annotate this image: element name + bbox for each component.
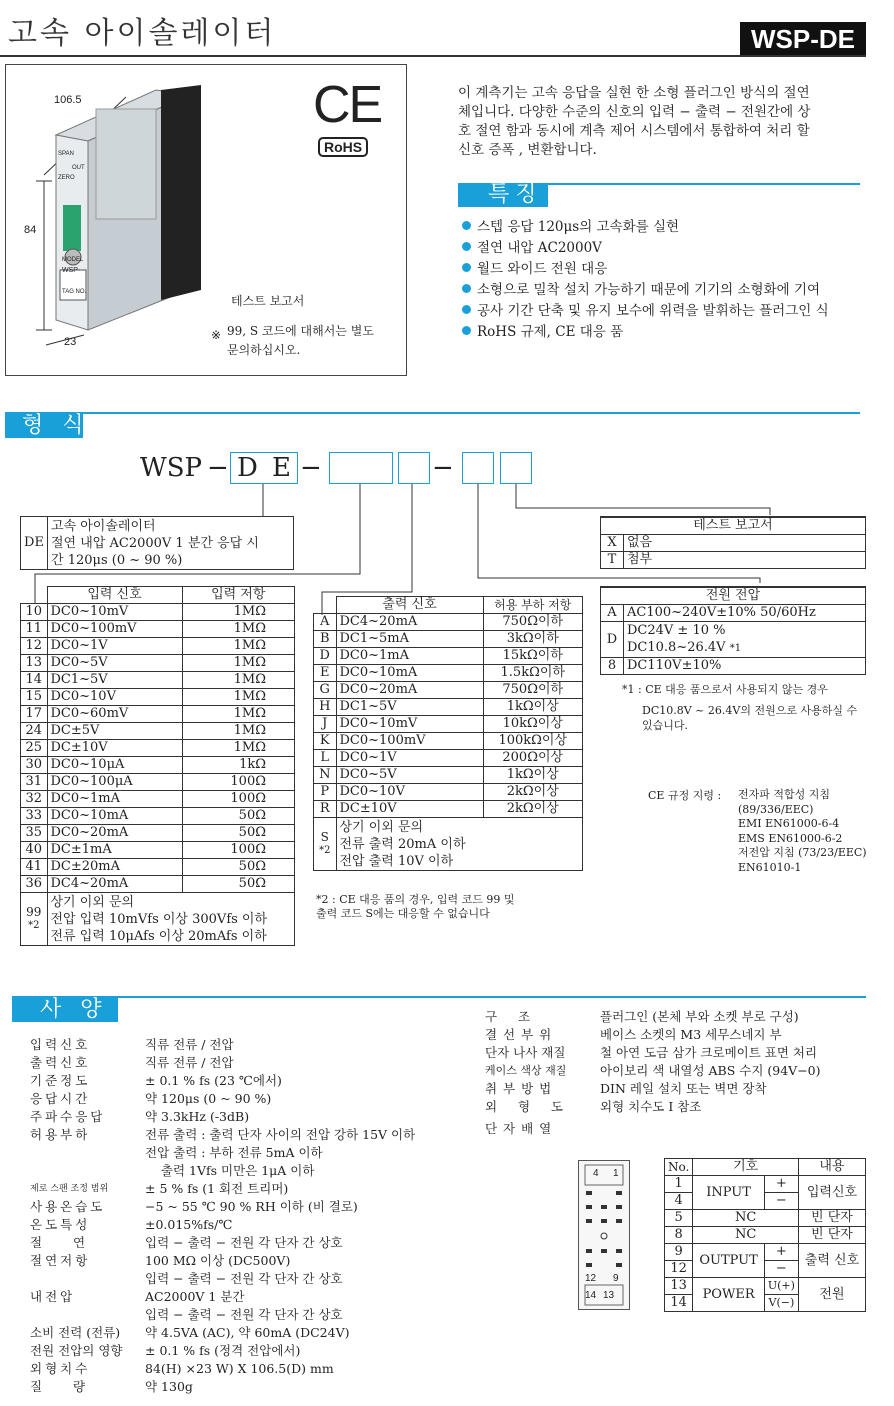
device-label-wsp: WSP- — [62, 267, 81, 274]
socket-pin: 9 — [613, 1273, 619, 1284]
table-row: 12 − — [665, 1261, 866, 1278]
table-row: P DC0~10V 2kΩ이상 — [314, 784, 583, 801]
socket-pin: 13 — [603, 1290, 615, 1301]
table-row: R DC±10V 2kΩ이상 — [314, 801, 583, 818]
model-prefix: WSP — [140, 453, 203, 483]
socket-pin: 14 — [585, 1290, 597, 1301]
table-row: X 없음 — [601, 535, 866, 552]
intro-line: 체입니다. 다양한 수준의 신호의 입력 − 출력 − 전원간에 상 — [458, 104, 811, 120]
model-line — [5, 412, 860, 414]
bullet-icon — [462, 263, 471, 272]
table-row: 24 DC±5V 1MΩ — [21, 723, 295, 740]
feature-item: 소형으로 밀착 설치 가능하기 때문에 기기의 소형화에 기여 — [462, 280, 829, 301]
input-header-resistance: 입력 저항 — [182, 587, 295, 604]
model-dash-1: − — [207, 453, 229, 483]
table-row: 30 DC0~10μA 1kΩ — [21, 757, 295, 774]
socket-diagram — [578, 1160, 630, 1310]
table-row: 12 DC0~1V 1MΩ — [21, 638, 295, 655]
bullet-icon — [462, 305, 471, 314]
bullet-icon — [462, 221, 471, 230]
product-photo-box — [5, 64, 407, 376]
output-header-signal: 출력 신호 — [336, 597, 483, 614]
type-code: DE — [21, 517, 48, 570]
table-row: D DC0~1mA 15kΩ이하 — [314, 648, 583, 665]
output-header-load: 허용 부하 저항 — [483, 597, 583, 614]
table-row: 17 DC0~60mV 1MΩ — [21, 706, 295, 723]
specs-right: 구 조 플러그인 (본체 부와 소켓 부로 구성) 결 선 부 위 베이스 소켓의 M3 세무스네지 부 단자 나사 재질 철 아연 도금 삼가 크로메이트 표면 처리 케이스 색상 재질 아이보리 색 내열성 ABS 수지 (94V−0) 취 부 방 법 DIN 레일 설치 또는 벽면 장착 외 형 도 외형 치수도 I 참조 단 자 배 열 — [485, 1009, 821, 1136]
ce-label: CE 규정 지령 : — [648, 789, 722, 802]
device-label-out: OUT — [72, 165, 85, 171]
table-row: 14 DC1~5V 1MΩ — [21, 672, 295, 689]
feature-item: 절연 내압 AC2000V — [462, 238, 829, 259]
table-row: L DC0~1V 200Ω이상 — [314, 750, 583, 767]
bullet-icon — [462, 284, 471, 293]
bullet-icon — [462, 326, 471, 335]
table-row: 33 DC0~10mA 50Ω — [21, 808, 295, 825]
power-note-2: DC10.8V ~ 26.4V의 전원으로 사용하실 수 — [642, 704, 858, 717]
note-mark: ※ — [211, 328, 222, 342]
model-badge: WSP-DE — [740, 22, 866, 56]
rohs-mark: RoHS — [318, 137, 368, 157]
table-row: 4 − — [665, 1193, 866, 1210]
socket-pin: 4 — [593, 1168, 599, 1179]
feature-item: 월드 와이드 전원 대응 — [462, 259, 829, 280]
type-desc: 고속 아이솔레이터 절연 내압 AC2000V 1 분간 응답 시 간 120μs (0 ~ 90 %) — [48, 517, 294, 570]
table-row: D DC24V ± 10 % DC10.8~26.4V *1 — [601, 622, 866, 658]
intro-text — [458, 84, 810, 160]
feature-item: 공사 기간 단축 및 유지 보수에 위력을 발휘하는 플러그인 식 — [462, 301, 829, 322]
device-label-span: SPAN — [58, 151, 74, 157]
intro-line: 신호 증폭 , 변환합니다. — [458, 142, 597, 158]
table-row: 8 NC 빈 단자 — [665, 1227, 866, 1244]
dim-depth: 106.5 — [54, 94, 82, 106]
feature-item: 스텝 응답 120μs의 고속화를 실현 — [462, 217, 829, 238]
power-note-1: *1 : CE 대응 품으로서 사용되지 않는 경우 — [622, 683, 828, 696]
table-row: 36 DC4~20mA 50Ω — [21, 876, 295, 893]
table-row: 25 DC±10V 1MΩ — [21, 740, 295, 757]
product-illustration — [6, 65, 226, 365]
device-label-zero: ZERO — [58, 175, 75, 181]
socket-pin: 12 — [585, 1273, 597, 1284]
power-header: 전원 전압 — [601, 587, 866, 605]
intro-line: 호 절연 함과 동시에 계측 제어 시스템에서 통합하여 처리 할 — [458, 123, 810, 139]
dim-width: 23 — [64, 336, 77, 348]
dim-height: 84 — [24, 224, 37, 236]
device-label-model: MODEL — [62, 257, 84, 263]
table-row: E DC0~10mA 1.5kΩ이하 — [314, 665, 583, 682]
socket-pin: 1 — [613, 1168, 619, 1179]
table-row: 11 DC0~100mV 1MΩ — [21, 621, 295, 638]
specs-heading: 사 양 — [40, 997, 108, 1022]
feature-item: RoHS 규제, CE 대응 품 — [462, 322, 829, 343]
table-row: 13 DC0~5V 1MΩ — [21, 655, 295, 672]
table-row: A AC100~240V±10% 50/60Hz — [601, 605, 866, 622]
device-label-tag: TAG NO. — [62, 289, 87, 295]
type-table — [20, 516, 294, 570]
table-row: B DC1~5mA 3kΩ이하 — [314, 631, 583, 648]
bullet-icon — [462, 242, 471, 251]
model-e: E — [272, 453, 291, 483]
ce-mark: CE — [313, 76, 382, 134]
table-row: 99 *2 상기 이외 문의 전압 입력 10mVfs 이상 300Vfs 이하 전류 입력 10μAfs 이상 20mAfs 이하 — [21, 893, 295, 946]
table-row: 35 DC0~20mA 50Ω — [21, 825, 295, 842]
table-row: A DC4~20mA 750Ω이하 — [314, 614, 583, 631]
table-row: 8 DC110V±10% — [601, 658, 866, 675]
power-table — [600, 586, 866, 675]
table-row: S *2 상기 이외 문의 전류 출력 20mA 이하 전압 출력 10V 이하 — [314, 818, 583, 871]
input-table — [20, 586, 295, 946]
table-row: T 첨부 — [601, 552, 866, 569]
header-divider — [0, 55, 866, 57]
photo-note-2: 문의하십시오. — [227, 343, 301, 357]
specs-line — [12, 996, 866, 998]
table-row: 41 DC±20mA 50Ω — [21, 859, 295, 876]
test-report-header: 테스트 보고서 — [601, 517, 866, 535]
table-row: J DC0~10mV 10kΩ이상 — [314, 716, 583, 733]
output-note-2: 출력 코드 S에는 대응할 수 없습니다 — [316, 907, 490, 920]
table-row: H DC1~5V 1kΩ이상 — [314, 699, 583, 716]
features-list — [462, 217, 829, 343]
table-row: N DC0~5V 1kΩ이상 — [314, 767, 583, 784]
ce-list: 전자파 적합성 지침 (89/336/EEC) EMI EN61000-6-4 EMS EN61000-6-2 저전압 지침 (73/23/EEC) EN61010-1 — [738, 788, 867, 874]
table-row: 40 DC±1mA 100Ω — [21, 842, 295, 859]
table-row: 5 NC 빈 단자 — [665, 1210, 866, 1227]
table-row: 13 POWER U(+) 전원 — [665, 1278, 866, 1295]
table-row: 32 DC0~1mA 100Ω — [21, 791, 295, 808]
test-report-label: 테스트 보고서 — [231, 294, 305, 308]
model-d: D — [237, 453, 258, 483]
page-title: 고속 아이솔레이터 — [8, 16, 277, 51]
intro-line: 이 계측기는 고속 응답을 실현 한 소형 플러그인 방식의 절연 — [458, 85, 810, 101]
power-note-3: 있습니다. — [642, 719, 689, 732]
features-heading: 특징 — [488, 182, 543, 207]
table-row: 15 DC0~10V 1MΩ — [21, 689, 295, 706]
table-row: 1 INPUT + 입력신호 — [665, 1176, 866, 1193]
socket-body — [579, 1161, 629, 1309]
table-row: K DC0~100mV 100kΩ이상 — [314, 733, 583, 750]
model-dash-3: − — [432, 453, 454, 483]
output-table — [313, 596, 583, 871]
table-row: 14 V(−) — [665, 1295, 866, 1312]
table-row: 10 DC0~10mV 1MΩ — [21, 604, 295, 621]
table-row: 9 OUTPUT + 출력 신호 — [665, 1244, 866, 1261]
table-row: G DC0~20mA 750Ω이하 — [314, 682, 583, 699]
specs-left: 입력신호 직류 전류 / 전압 출력신호 직류 전류 / 전압 기준정도 ± 0.1 % fs (23 ℃에서) 응답시간 약 120μs (0 ~ 90 %) 주파수응답 약 3.3kHz (-3dB) 허용부하 전류 출력 : 출력 단자 사이의 전압 강하 15V 이하 전압 출력 : 부하 전류 5mA 이하 출력 1Vfs 미만은 1μA 이하 제로 스팬 조정 범위 ± 5 % fs (1 회전 트리머) 사용온습도 −5 ~ 55 ℃ 90 % RH 이하 (비 결로) 온도특성 ±0.015%fs/℃ 절 연 입력 − 출력 − 전원 각 단자 간 상호 절연저항 100 MΩ 이상 (DC500V) 입력 − 출력 − 전원 각 단자 간 상호 내전압 AC2000V 1 분간 입력 − 출력 − 전원 각 단자 간 상호 소비 전력 (전류) 약 4.5VA (AC), 약 60mA (DC24V) 전원 전압의 영향 ± 0.1 % fs (정격 전압에서) 외형치수 84(H) ×23 W) X 106.5(D) mm 질 량 약 130g — [30, 1037, 416, 1394]
test-report-table — [600, 516, 866, 569]
photo-note-1: 99, S 코드에 대해서는 별도 — [227, 324, 374, 338]
model-heading: 형 식 — [22, 413, 90, 438]
model-dash-2: − — [300, 453, 322, 483]
output-note-1: *2 : CE 대응 품의 경우, 입력 코드 99 및 — [316, 893, 515, 906]
terminal-table: No. 기호 내용 1 INPUT + 입력신호 4 − 5 NC 빈 단자 8 NC 빈 단자 9 OUTPUT + 출력 신호 12 − 13 POWER U(+) 전원 14 V(−) — [664, 1158, 866, 1312]
input-header-signal: 입력 신호 — [47, 587, 182, 604]
table-row: 31 DC0~100μA 100Ω — [21, 774, 295, 791]
